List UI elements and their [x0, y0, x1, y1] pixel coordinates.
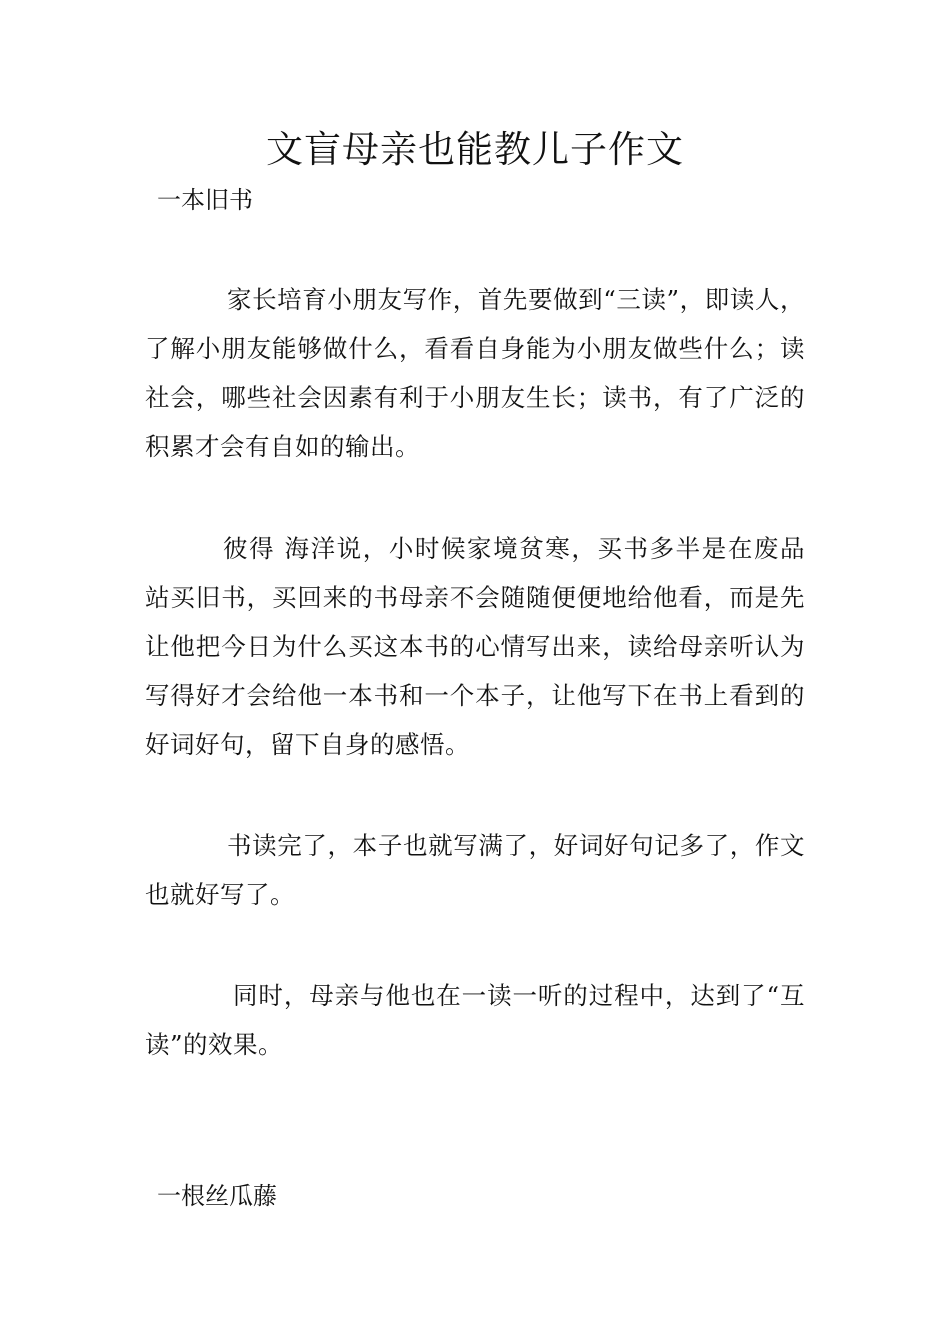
section-heading-old-book: 一本旧书: [157, 186, 253, 214]
paragraph-three-readings: 家长培育小朋友写作，首先要做到“三读”，即读人，了解小朋友能够做什么，看看自身能为小朋友做些什么；读社会，哪些社会因素有利于小朋友生长；读书，有了广泛的积累才会有自如的输出。: [145, 285, 805, 461]
section-heading-loofah-vine: 一根丝瓜藤: [157, 1182, 277, 1210]
paragraph-peter-story: 彼得 海洋说，小时候家境贫寒，买书多半是在废品站买旧书，买回来的书母亲不会随随便便地给他看，而是先让他把今日为什么买这本书的心情写出来，读给母亲听认为写得好才会给他一本书和一个本子，让他写下在书上看到的好词好句，留下自身的感悟。: [145, 534, 805, 759]
document-title: 文盲母亲也能教儿子作文: [266, 128, 684, 171]
paragraph-mutual-reading: 同时，母亲与他也在一读一听的过程中，达到了“互读”的效果。: [145, 981, 805, 1059]
paragraph-notebook-full: 书读完了，本子也就写满了，好词好句记多了，作文也就好写了。: [145, 831, 805, 909]
